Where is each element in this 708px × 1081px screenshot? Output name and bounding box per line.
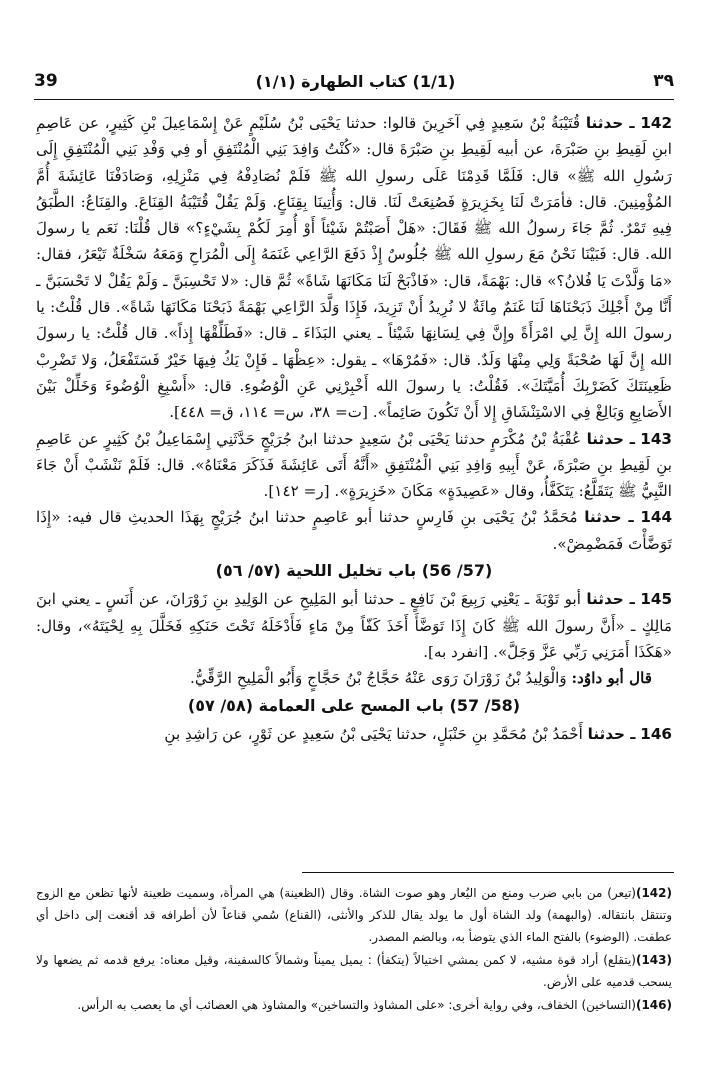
footnote-143 xyxy=(36,949,672,993)
comment-lead: قال أبو داوُد: xyxy=(571,669,652,688)
hadith-144 xyxy=(36,504,672,557)
footnote-146 xyxy=(36,994,672,1016)
footnote-142 xyxy=(36,882,672,948)
hadith-142 xyxy=(36,110,672,426)
hadith-lead: ـ حدثنا xyxy=(585,114,635,132)
hadith-number: 142 xyxy=(640,114,672,132)
header-rule xyxy=(34,99,674,100)
footnote-rule xyxy=(302,872,674,873)
hadith-number: 144 xyxy=(640,508,672,527)
hadith-lead: ـ حدثنا xyxy=(584,508,634,527)
hadith-lead: ـ حدثنا xyxy=(586,590,635,609)
hadith-text: قُتَيْبَةُ بْنُ سَعِيدٍ فِي آخَرِينَ قالوا: حدثنا يَحْيَى بْنُ سُلَيْمٍ عَنْ إِسْمَاعِيلَ بْنِ كَثِيرٍ، عن عَاصِمِ ابنِ لَقِيطِ بنِ صَبْرَةَ، عن أبيه لَقِيطِ بنِ صَبْرَةَ قال: «كُنْتُ وَافِدَ بَنِي الْمُنْتَفِقِ أو فِي وَفْدِ بَنِي الْمُنْتَفِقِ إِلَى رَسُولِ الله ﷺ» قال: فَلَمَّا قَدِمْنَا عَلَى رسولِ الله ﷺ فَلَمْ نُصَادِفْهُ فِي مَنْزِلِهِ، وَصَادَفْنَا عَائِشَةَ أُمَّ المُؤْمِنِينَ. قال: فأمَرَتْ لَنَا بِخَزِيرَةٍ فَصُنِعَتْ لَنَا. قال: وَأُتِينَا بِقِنَاعٍ. وَلَمْ يَقُلْ قُتَيْبَةُ القِنَاعَ. والقِنَاعُ: الطَّبَقُ فِيهِ تَمْرٌ. ثُمَّ جَاءَ رسولُ الله ﷺ فَقَالَ: «هَلْ أَصَبْتُمْ شَيْئاً أَوْ أُمِرَ لَكُمْ بِشَيْءٍ؟» قال قُلْنَا: نَعَم يا رسولَ الله. قال: فَبَيْنَا نَحْنُ مَعَ رسولِ الله ﷺ جُلُوسٌ إِذْ دَفَعَ الرَّاعِي غَنَمَهُ إِلَى الْمُرَاحِ وَمَعَهُ سَخْلَةٌ تَيْعَرُ، فقال: «مَا وَلَّدْتَ يَا فُلانُ؟» قال: بَهْمَةً، قال: «فَاذْبَحْ لَنَا مَكَانَهَا شَاةً» ثُمَّ قال: «لا تَحْسِبَنَّ ـ وَلَمْ يَقُلْ لا تَحْسَبَنَّ ـ أَنَّا مِنْ أَجْلِكَ ذَبَحْنَاهَا لَنَا غَنَمٌ مِائَةٌ لا نُرِيدُ أَنْ تَزِيدَ، فَإِذَا وَلَّدَ الرَّاعِي بَهْمَةً ذَبَحْنَا مَكَانَهَا شَاةً». قال قُلْتُ: يا رسولَ الله إِنَّ لِي امْرَأَةً وإِنَّ فِي لِسَانِهَا شَيْئاً ـ يعني البَذَاءَ ـ قال: «فَطَلِّقْهَا إِذاً». قال قُلْتُ: يا رسولَ الله إِنَّ لَهَا صُحْبَةً وَلِي مِنْهَا وَلَدٌ. قال: «فَمُرْهَا» ـ يقول: «عِظْهَا ـ فَإِنْ يَكُ فِيهَا خَيْرٌ فَسَتَفْعَلُ، وَلا تَضْرِبْ ظَعِينَتَكَ كَضَرْبِكَ أُمَيَّتَكَ». فَقُلْتُ: يا رسولَ الله أَخْبِرْنِي عَنِ الْوُضُوءِ. قال: «أَسْبِغِ الْوُضُوءَ وَخَلِّلْ بَيْنَ الأَصَابِعِ وَبَالِغْ فِي الاسْتِنْشَاقِ إِلا أَنْ تَكُونَ صَائِماً». [ت= ٣٨، س= ١١٤، ق= ٤٤٨]. xyxy=(36,114,672,422)
hadith-143 xyxy=(36,426,672,505)
abu-dawud-comment xyxy=(36,665,672,691)
hadith-text: أبو تَوْبَةَ ـ يَعْنِي رَبِيعَ بْنَ نَافِعٍ ـ حدثنا أبو المَلِيحِ عن الوَلِيدِ بنِ زَوْرَانَ، عن أَنَسٍ ـ يعني ابنَ مَالِكٍ ـ «أَنَّ رسولَ الله ﷺ كَانَ إِذَا تَوَضَّأَ أَخَذَ كَفّاً مِنْ مَاءٍ فَأَدْخَلَهُ تَحْتَ حَنَكِهِ فَخَلَّلَ بِهِ لِحْيَتَهُ»، وقال: «هَكَذَا أَمَرَنِي رَبِّي عَزَّ وَجَلَّ». [انفرد به]. xyxy=(36,590,672,661)
running-title: (1/1) كتاب الطهارة (١/١) xyxy=(255,71,456,91)
page-header xyxy=(34,66,674,96)
hadith-number: 143 xyxy=(640,429,672,448)
page-number-latin: 39 xyxy=(34,71,58,91)
hadith-text: مُحَمَّدُ بْنُ يَحْيَى بنِ فَارِسٍ حدثنا أبو عَاصِمٍ حدثنا ابنُ جُرَيْجٍ بِهَذَا الحديثِ قال فيه: «إِذَا تَوَضَّأْتَ فَمَضْمِضْ». xyxy=(36,508,672,553)
footnote-text: (تيعر) من بابي ضرب ومنع من اليُعار وهو صوت الشاة. وقال (الظعينة) هي المرأة، وسميت ظعينة لأنها تظعن مع الزوج وتنتقل بانتقاله. (والبهمة) ولد الشاة أول ما يولد يقال للذكر والأنثى، (القناع) سُمي قناعاً لأن أطرافه قد أقنعت إلى داخل أي عطفت. (الوضوء) بالفتح الماء الذي يتوضأ به، وبالضم المصدر. xyxy=(36,886,672,944)
footnote-ref: (142) xyxy=(635,886,672,900)
comment-text: وَالْوَلِيدُ بْنُ زَوْرَانَ رَوَى عَنْهُ حَجَّاجُ بْنُ حَجَّاجٍ وَأَبُو الْمَلِيحِ الرَّقِّيُّ. xyxy=(190,669,567,688)
chapter-heading-56: (57/ 56) باب تخليل اللحية (٥٧/ ٥٦) xyxy=(215,561,493,581)
hadith-text: عُقْبَةُ بْنُ مُكْرَمٍ حدثنا يَحْيَى بْنُ سَعِيدٍ حدثنا ابنُ جُرَيْجٍ حَدَّثَنِي إِسْمَاعِيلُ بْنُ كَثِيرٍ عن عَاصِمِ بنِ لَقِيطِ بنِ صَبْرَةَ، عَنْ أَبِيهِ وَافِدِ بَنِي الْمُنْتَفِقِ «أَنَّهُ أَتَى عَائِشَةَ فَذَكَرَ مَعْنَاهُ». قال: فَلَمْ نَنْشَبْ أَنْ جَاءَ النَّبِيُّ ﷺ يَتَقَلَّعُ: يَتَكَفَّأُ، وقال «عَصِيدَةٍ» مَكَانَ «خَزِيرَةٍ». [ر= ١٤٢]. xyxy=(36,429,672,501)
hadith-number: 145 xyxy=(640,590,672,609)
footnote-ref: (146) xyxy=(635,998,672,1012)
hadith-lead: ـ حدثنا xyxy=(586,429,635,448)
footnote-text: (يتقلع) أراد قوة مشيه، لا كمن يمشي اختيالاً (يتكفأ) : يميل يميناً وشمالاً كالسفينة، وقيل معناه: يرفع قدمه ثم يضعها ولا يسحب قدميه على الأرض. xyxy=(36,953,672,989)
main-text xyxy=(36,110,672,852)
chapter-heading-57: (58/ 57) باب المسح على العمامة (٥٨/ ٥٧) xyxy=(187,695,521,715)
footnotes xyxy=(36,882,672,1063)
footnote-ref: (143) xyxy=(635,953,672,967)
hadith-lead: ـ حدثنا xyxy=(587,724,636,743)
page-number-arabic: ٣٩ xyxy=(653,71,674,91)
footnote-text: (التساخين) الخفاف، وفي رواية أخرى: «على المشاوذ والتساخين» والمشاوذ هي العصائب أي ما يعصب به الرأس. xyxy=(77,998,636,1012)
hadith-146 xyxy=(36,721,672,747)
hadith-145 xyxy=(36,586,672,665)
hadith-text: أَحْمَدُ بْنُ مُحَمَّدِ بنِ حَنْبَلٍ، حدثنا يَحْيَى بْنُ سَعِيدٍ عن ثَوْرٍ، عن رَاشِدِ بنِ xyxy=(164,724,583,743)
hadith-number: 146 xyxy=(640,724,672,743)
